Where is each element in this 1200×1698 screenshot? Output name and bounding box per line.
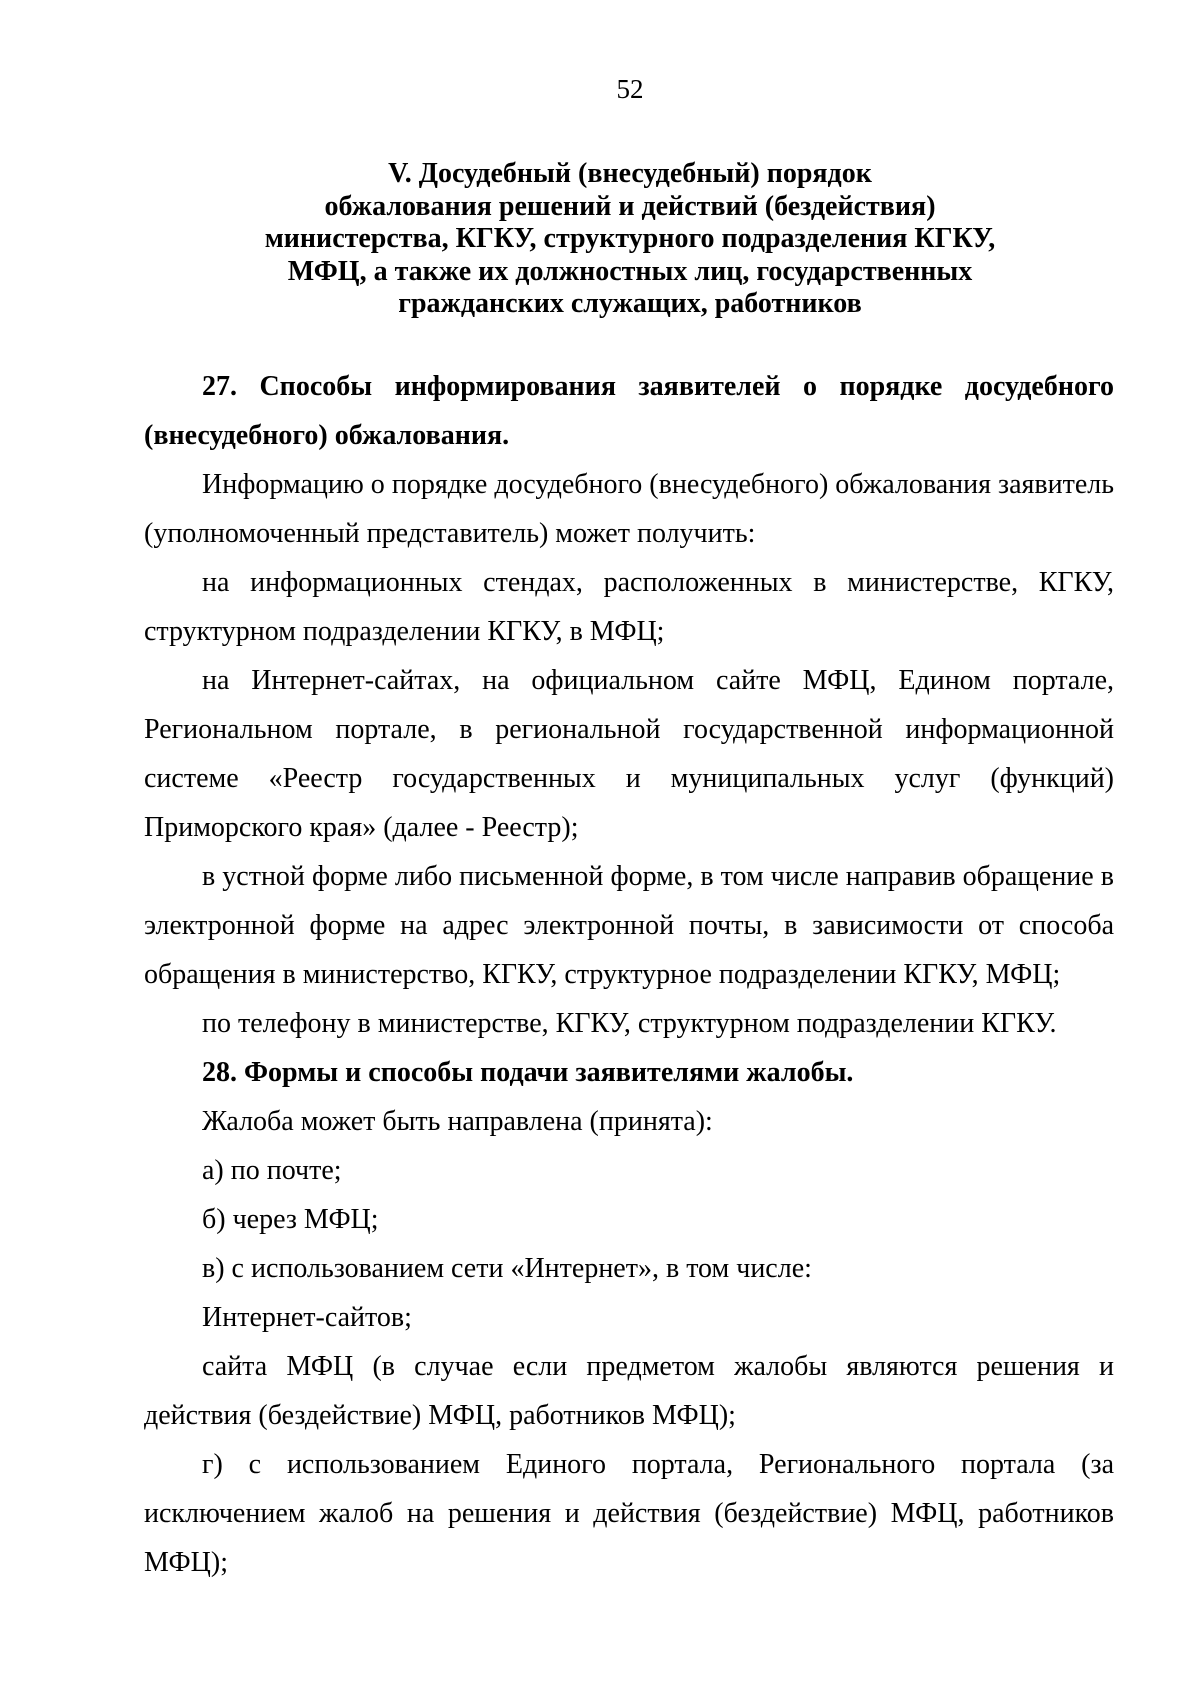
paragraph: на Интернет-сайтах, на официальном сайте МФЦ, Едином портале, Региональном портале, в региональной государственной информационной системе «Реестр государственных и муниципальных услуг (функций) Приморского края» (далее - Реестр); [144,665,1114,843]
section-title-line: министерства, КГКУ, структурного подразделения КГКУ, [264,223,996,254]
heading-item-28: 28. Формы и способы подачи заявителями жалобы. [202,1057,854,1088]
heading-item-27: 27. Способы информирования заявителей о порядке досудебного (внесудебного) обжалования. [144,371,1114,451]
list-item-a: а) по почте; [202,1155,342,1186]
section-title-line: МФЦ, а также их должностных лиц, государственных [287,255,973,287]
list-item: Интернет-сайтов; [202,1302,412,1333]
paragraph: на информационных стендах, расположенных в министерстве, КГКУ, структурном подразделении КГКУ, в МФЦ; [144,567,1114,647]
section-title-line: обжалования решений и действий (бездействия) [324,190,936,222]
body-text [144,362,1114,1587]
paragraph: по телефону в министерстве, КГКУ, структурном подразделении КГКУ. [202,1008,1057,1039]
list-item-g: г) с использованием Единого портала, Регионального портала (за исключением жалоб на решения и действия (бездействие) МФЦ, работников МФЦ); [144,1449,1114,1578]
section-title-line: гражданских служащих, работников [398,288,862,319]
list-item-b: б) через МФЦ; [202,1204,379,1235]
paragraph: Жалоба может быть направлена (принята): [202,1106,713,1137]
section-title [160,158,1100,321]
section-title-line: V. Досудебный (внесудебный) порядок [388,158,872,189]
list-item-v: в) с использованием сети «Интернет», в том числе: [202,1253,812,1284]
page-number: 52 [616,74,644,104]
list-item: сайта МФЦ (в случае если предметом жалобы являются решения и действия (бездействие) МФЦ, работников МФЦ); [144,1351,1114,1431]
paragraph: Информацию о порядке досудебного (внесудебного) обжалования заявитель (уполномоченный представитель) может получить: [144,469,1114,549]
paragraph: в устной форме либо письменной форме, в том числе направив обращение в электронной форме на адрес электронной почты, в зависимости от способа обращения в министерство, КГКУ, структурное подразделении КГКУ, МФЦ; [144,861,1114,990]
